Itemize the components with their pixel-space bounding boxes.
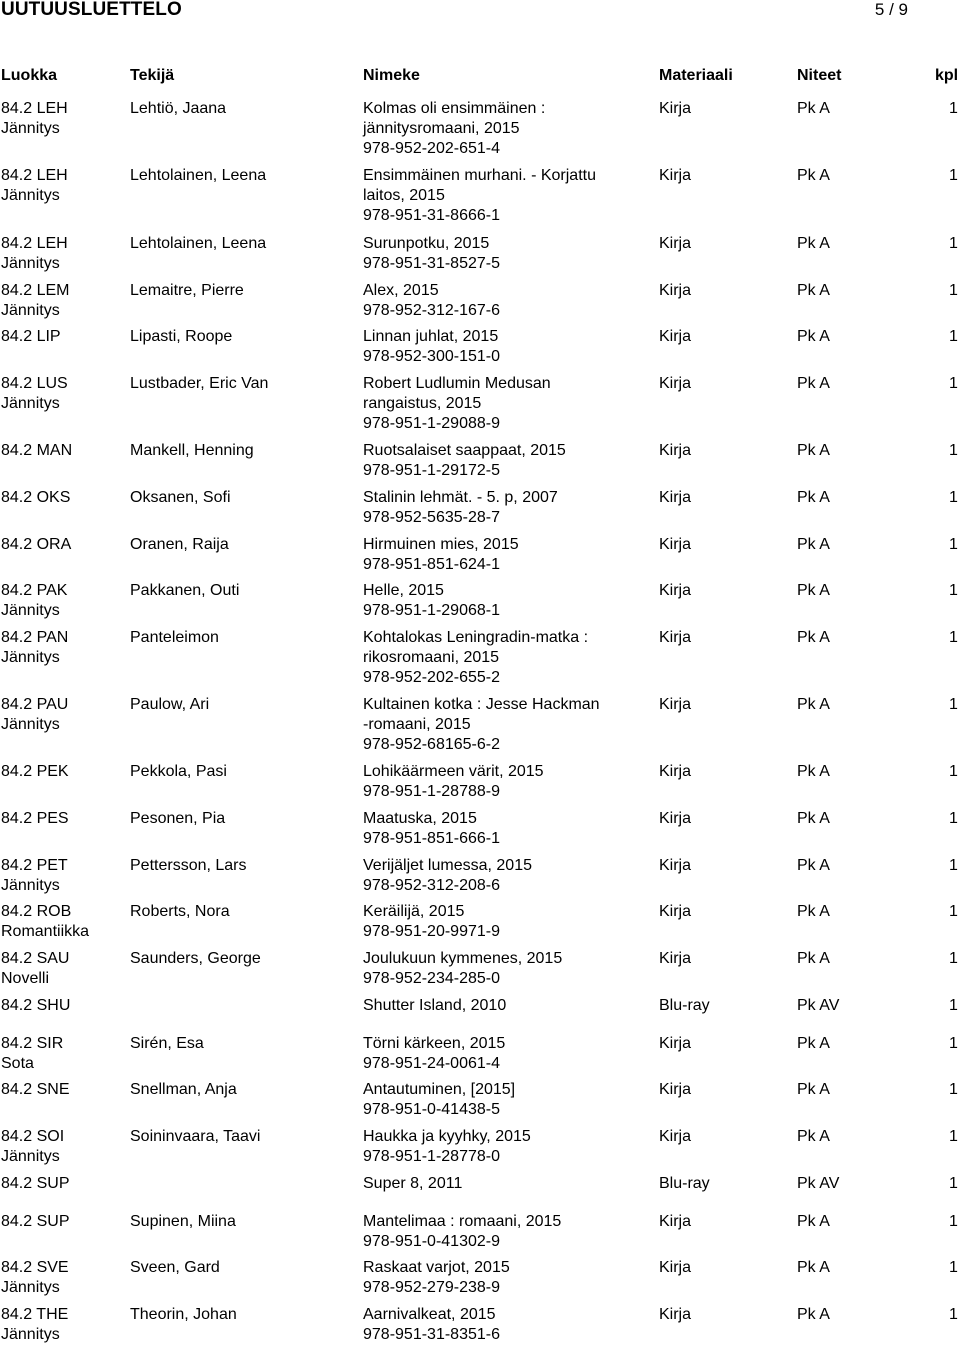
class-cell-line: Romantiikka — [1, 923, 90, 940]
notes-cell: Pk A — [797, 1128, 830, 1145]
author-cell: Oksanen, Sofi — [130, 489, 231, 506]
title-cell-line: Keräilijä, 2015 — [363, 903, 465, 920]
material-cell: Kirja — [659, 442, 692, 459]
title-cell — [363, 1080, 515, 1120]
title-cell — [363, 1305, 500, 1345]
title-cell-line: laitos, 2015 — [363, 187, 445, 204]
title-cell-line: Verijäljet lumessa, 2015 — [363, 857, 532, 874]
notes-cell: Pk A — [797, 696, 830, 713]
column-header-row — [0, 67, 960, 87]
qty-cell: 1 — [949, 167, 958, 184]
title-cell-line: 978-952-279-238-9 — [363, 1279, 500, 1296]
notes-cell: Pk A — [797, 1306, 830, 1323]
material-cell: Kirja — [659, 696, 692, 713]
qty-cell: 1 — [949, 903, 958, 920]
title-cell-line: Stalinin lehmät. - 5. p, 2007 — [363, 489, 558, 506]
title-cell — [363, 234, 500, 274]
qty-cell: 1 — [949, 1035, 958, 1052]
title-cell-line: Helle, 2015 — [363, 582, 444, 599]
material-cell: Kirja — [659, 167, 692, 184]
author-cell: Theorin, Johan — [130, 1306, 237, 1323]
qty-cell: 1 — [949, 1306, 958, 1323]
notes-cell: Pk A — [797, 1081, 830, 1098]
qty-cell: 1 — [949, 1175, 958, 1192]
title-cell-line: 978-952-312-167-6 — [363, 302, 500, 319]
author-cell: Sveen, Gard — [130, 1259, 220, 1276]
class-cell-line: 84.2 THE — [1, 1306, 69, 1323]
class-cell-line: Jännitys — [1, 649, 60, 666]
class-cell — [1, 327, 61, 347]
title-cell — [363, 166, 596, 226]
material-cell: Kirja — [659, 235, 692, 252]
class-cell — [1, 762, 69, 782]
qty-cell: 1 — [949, 375, 958, 392]
qty-cell: 1 — [949, 1128, 958, 1145]
title-cell-line: 978-951-1-28778-0 — [363, 1148, 500, 1165]
title-cell — [363, 1034, 505, 1074]
title-cell-line: Mantelimaa : romaani, 2015 — [363, 1213, 562, 1230]
class-cell — [1, 902, 89, 942]
class-cell — [1, 166, 68, 206]
class-cell-line: 84.2 SUP — [1, 1175, 70, 1192]
notes-cell: Pk AV — [797, 997, 840, 1014]
qty-cell: 1 — [949, 235, 958, 252]
title-cell-line: Robert Ludlumin Medusan — [363, 375, 551, 392]
title-cell-line: Hirmuinen mies, 2015 — [363, 536, 519, 553]
class-cell-line: 84.2 SNE — [1, 1081, 70, 1098]
title-cell-line: 978-952-5635-28-7 — [363, 509, 500, 526]
title-cell-line: 978-952-300-151-0 — [363, 348, 500, 365]
qty-cell: 1 — [949, 950, 958, 967]
page-number: 5 / 9 — [874, 0, 908, 19]
title-cell-line: Lohikäärmeen värit, 2015 — [363, 763, 544, 780]
qty-cell: 1 — [949, 1081, 958, 1098]
title-cell-line: 978-951-1-29172-5 — [363, 462, 500, 479]
title-cell — [363, 581, 500, 621]
title-cell-line: Haukka ja kyyhky, 2015 — [363, 1128, 531, 1145]
material-cell: Kirja — [659, 582, 692, 599]
column-header-title: Nimeke — [363, 67, 420, 84]
material-cell: Kirja — [659, 536, 692, 553]
qty-cell: 1 — [949, 100, 958, 117]
title-cell-line: Joulukuun kymmenes, 2015 — [363, 950, 563, 967]
class-cell — [1, 628, 68, 668]
title-cell-line: 978-952-234-285-0 — [363, 970, 500, 987]
class-cell-line: 84.2 OKS — [1, 489, 71, 506]
material-cell: Blu-ray — [659, 1175, 710, 1192]
title-cell-line: Kultainen kotka : Jesse Hackman — [363, 696, 600, 713]
title-cell-line: Linnan juhlat, 2015 — [363, 328, 499, 345]
class-cell-line: 84.2 PES — [1, 810, 69, 827]
qty-cell: 1 — [949, 282, 958, 299]
class-cell — [1, 441, 72, 461]
material-cell: Kirja — [659, 1306, 692, 1323]
title-cell-line: 978-951-24-0061-4 — [363, 1055, 500, 1072]
class-cell — [1, 234, 68, 274]
author-cell: Saunders, George — [130, 950, 261, 967]
notes-cell: Pk A — [797, 1213, 830, 1230]
material-cell: Kirja — [659, 857, 692, 874]
notes-cell: Pk A — [797, 763, 830, 780]
class-cell-line: Jännitys — [1, 1279, 60, 1296]
author-cell: Oranen, Raija — [130, 536, 229, 553]
title-cell — [363, 488, 558, 528]
title-cell-line: 978-952-202-651-4 — [363, 140, 500, 157]
author-cell: Lehtiö, Jaana — [130, 100, 227, 117]
author-cell: Pettersson, Lars — [130, 857, 247, 874]
class-cell-line: Jännitys — [1, 187, 60, 204]
notes-cell: Pk A — [797, 442, 830, 459]
title-cell-line: Ruotsalaiset saappaat, 2015 — [363, 442, 566, 459]
class-cell-line: 84.2 PAU — [1, 696, 69, 713]
class-cell-line: 84.2 MAN — [1, 442, 73, 459]
author-cell: Mankell, Henning — [130, 442, 254, 459]
material-cell: Kirja — [659, 629, 692, 646]
qty-cell: 1 — [949, 582, 958, 599]
title-cell-line: 978-951-1-29068-1 — [363, 602, 500, 619]
title-cell-line: Ensimmäinen murhani. - Korjattu — [363, 167, 596, 184]
title-cell-line: 978-951-851-624-1 — [363, 556, 500, 573]
class-cell-line: Jännitys — [1, 120, 60, 137]
class-cell-line: 84.2 LEH — [1, 167, 68, 184]
class-cell — [1, 1034, 63, 1074]
column-header-material: Materiaali — [659, 67, 733, 84]
title-cell — [363, 1127, 531, 1167]
material-cell: Kirja — [659, 489, 692, 506]
author-cell: Roberts, Nora — [130, 903, 230, 920]
class-cell-line: 84.2 ROB — [1, 903, 72, 920]
title-cell — [363, 441, 566, 481]
notes-cell: Pk A — [797, 1035, 830, 1052]
author-cell: Supinen, Miina — [130, 1213, 236, 1230]
class-cell — [1, 695, 68, 735]
title-cell-line: Aarnivalkeat, 2015 — [363, 1306, 496, 1323]
title-cell — [363, 1258, 510, 1298]
class-cell — [1, 99, 68, 139]
title-cell — [363, 695, 600, 755]
title-cell-line: Shutter Island, 2010 — [363, 997, 507, 1014]
title-cell — [363, 628, 588, 688]
class-cell-line: Jännitys — [1, 1326, 60, 1343]
material-cell: Kirja — [659, 328, 692, 345]
notes-cell: Pk A — [797, 1259, 830, 1276]
qty-cell: 1 — [949, 328, 958, 345]
class-cell-line: 84.2 SUP — [1, 1213, 70, 1230]
title-cell-line: Kohtalokas Leningradin-matka : — [363, 629, 589, 646]
title-cell — [363, 809, 500, 849]
notes-cell: Pk A — [797, 629, 830, 646]
author-cell: Soininvaara, Taavi — [130, 1128, 261, 1145]
title-cell-line: 978-951-0-41302-9 — [363, 1233, 500, 1250]
notes-cell: Pk A — [797, 235, 830, 252]
notes-cell: Pk A — [797, 536, 830, 553]
notes-cell: Pk A — [797, 857, 830, 874]
material-cell: Kirja — [659, 100, 692, 117]
author-cell: Pesonen, Pia — [130, 810, 226, 827]
material-cell: Kirja — [659, 1259, 692, 1276]
title-cell-line: Alex, 2015 — [363, 282, 439, 299]
class-cell-line: 84.2 PAN — [1, 629, 69, 646]
class-cell-line: 84.2 LEM — [1, 282, 70, 299]
material-cell: Kirja — [659, 282, 692, 299]
title-cell — [363, 902, 500, 942]
title-cell-line: 978-951-0-41438-5 — [363, 1101, 500, 1118]
title-cell-line: 978-951-1-28788-9 — [363, 783, 500, 800]
author-cell: Lehtolainen, Leena — [130, 167, 267, 184]
title-cell-line: rangaistus, 2015 — [363, 395, 482, 412]
title-cell-line: 978-951-851-666-1 — [363, 830, 500, 847]
class-cell — [1, 1174, 69, 1194]
author-cell: Snellman, Anja — [130, 1081, 237, 1098]
class-cell-line: 84.2 SVE — [1, 1259, 69, 1276]
class-cell-line: 84.2 LIP — [1, 328, 61, 345]
notes-cell: Pk AV — [797, 1175, 840, 1192]
title-cell-line: -romaani, 2015 — [363, 716, 471, 733]
notes-cell: Pk A — [797, 328, 830, 345]
class-cell — [1, 374, 68, 414]
class-cell-line: 84.2 SAU — [1, 950, 70, 967]
notes-cell: Pk A — [797, 950, 830, 967]
class-cell — [1, 1212, 69, 1232]
title-cell — [363, 1174, 462, 1194]
class-cell — [1, 281, 69, 321]
author-cell: Lehtolainen, Leena — [130, 235, 267, 252]
class-cell — [1, 1127, 64, 1167]
title-cell-line: jännitysromaani, 2015 — [363, 120, 520, 137]
notes-cell: Pk A — [797, 100, 830, 117]
title-cell-line: 978-952-68165-6-2 — [363, 736, 500, 753]
class-cell — [1, 809, 69, 829]
class-cell-line: 84.2 SHU — [1, 997, 71, 1014]
class-cell — [1, 1305, 68, 1345]
class-cell-line: Jännitys — [1, 1148, 60, 1165]
title-cell — [363, 374, 551, 434]
qty-cell: 1 — [949, 442, 958, 459]
qty-cell: 1 — [949, 997, 958, 1014]
class-cell — [1, 1080, 69, 1100]
title-cell-line: 978-952-202-655-2 — [363, 669, 500, 686]
qty-cell: 1 — [949, 810, 958, 827]
qty-cell: 1 — [949, 1213, 958, 1230]
class-cell — [1, 856, 68, 896]
title-cell-line: Antautuminen, [2015] — [363, 1081, 516, 1098]
title-cell-line: Super 8, 2011 — [363, 1175, 463, 1192]
author-cell: Pakkanen, Outi — [130, 582, 240, 599]
class-cell-line: Jännitys — [1, 255, 60, 272]
column-header-notes: Niteet — [797, 67, 842, 84]
material-cell: Kirja — [659, 1213, 692, 1230]
title-cell — [363, 762, 544, 802]
material-cell: Kirja — [659, 903, 692, 920]
notes-cell: Pk A — [797, 375, 830, 392]
qty-cell: 1 — [949, 696, 958, 713]
material-cell: Kirja — [659, 1081, 692, 1098]
material-cell: Blu-ray — [659, 997, 710, 1014]
title-cell — [363, 535, 519, 575]
class-cell-line: Novelli — [1, 970, 50, 987]
notes-cell: Pk A — [797, 167, 830, 184]
class-cell — [1, 1258, 69, 1298]
class-cell-line: 84.2 LEH — [1, 235, 68, 252]
author-cell: Lipasti, Roope — [130, 328, 233, 345]
class-cell-line: Jännitys — [1, 395, 60, 412]
class-cell-line: 84.2 PET — [1, 857, 68, 874]
qty-cell: 1 — [949, 1259, 958, 1276]
class-cell-line: 84.2 LUS — [1, 375, 68, 392]
notes-cell: Pk A — [797, 282, 830, 299]
title-cell — [363, 856, 532, 896]
class-cell-line: 84.2 ORA — [1, 536, 72, 553]
class-cell-line: Sota — [1, 1055, 34, 1072]
qty-cell: 1 — [949, 629, 958, 646]
column-header-author: Tekijä — [130, 67, 175, 84]
notes-cell: Pk A — [797, 903, 830, 920]
title-cell-line: 978-951-20-9971-9 — [363, 923, 500, 940]
qty-cell: 1 — [949, 536, 958, 553]
class-cell — [1, 535, 71, 555]
material-cell: Kirja — [659, 1035, 692, 1052]
author-cell: Lustbader, Eric Van — [130, 375, 269, 392]
title-cell — [363, 327, 500, 367]
qty-cell: 1 — [949, 857, 958, 874]
title-cell-line: 978-951-31-8666-1 — [363, 207, 500, 224]
title-cell-line: rikosromaani, 2015 — [363, 649, 500, 666]
qty-cell: 1 — [949, 489, 958, 506]
class-cell-line: Jännitys — [1, 602, 60, 619]
class-cell — [1, 581, 67, 621]
title-cell-line: Surunpotku, 2015 — [363, 235, 490, 252]
class-cell-line: Jännitys — [1, 877, 60, 894]
notes-cell: Pk A — [797, 810, 830, 827]
class-cell — [1, 996, 70, 1016]
class-cell-line: 84.2 SIR — [1, 1035, 64, 1052]
title-cell — [363, 949, 562, 989]
notes-cell: Pk A — [797, 582, 830, 599]
class-cell-line: 84.2 LEH — [1, 100, 68, 117]
author-cell: Lemaitre, Pierre — [130, 282, 244, 299]
author-cell: Sirén, Esa — [130, 1035, 204, 1052]
qty-cell: 1 — [949, 763, 958, 780]
title-cell-line: Kolmas oli ensimmäinen : — [363, 100, 546, 117]
column-header-qty: kpl — [935, 67, 959, 84]
title-cell — [363, 281, 500, 321]
class-cell — [1, 949, 69, 989]
title-cell-line: Törni kärkeen, 2015 — [363, 1035, 506, 1052]
class-cell-line: 84.2 SOI — [1, 1128, 65, 1145]
class-cell-line: Jännitys — [1, 302, 60, 319]
page-title: UUTUUSLUETTELO — [1, 0, 182, 20]
author-cell: Paulow, Ari — [130, 696, 210, 713]
column-header-class: Luokka — [1, 67, 58, 84]
title-cell — [363, 996, 506, 1016]
title-cell-line: Raskaat varjot, 2015 — [363, 1259, 510, 1276]
material-cell: Kirja — [659, 1128, 692, 1145]
material-cell: Kirja — [659, 950, 692, 967]
class-cell — [1, 488, 70, 508]
title-cell-line: 978-952-312-208-6 — [363, 877, 500, 894]
class-cell-line: 84.2 PAK — [1, 582, 68, 599]
notes-cell: Pk A — [797, 489, 830, 506]
class-cell-line: 84.2 PEK — [1, 763, 69, 780]
title-cell — [363, 1212, 561, 1252]
material-cell: Kirja — [659, 810, 692, 827]
title-cell-line: 978-951-31-8527-5 — [363, 255, 500, 272]
title-cell-line: Maatuska, 2015 — [363, 810, 477, 827]
title-cell-line: 978-951-1-29088-9 — [363, 415, 500, 432]
material-cell: Kirja — [659, 763, 692, 780]
material-cell: Kirja — [659, 375, 692, 392]
author-cell: Panteleimon — [130, 629, 219, 646]
title-cell-line: 978-951-31-8351-6 — [363, 1326, 500, 1343]
class-cell-line: Jännitys — [1, 716, 60, 733]
title-cell — [363, 99, 545, 159]
author-cell: Pekkola, Pasi — [130, 763, 227, 780]
